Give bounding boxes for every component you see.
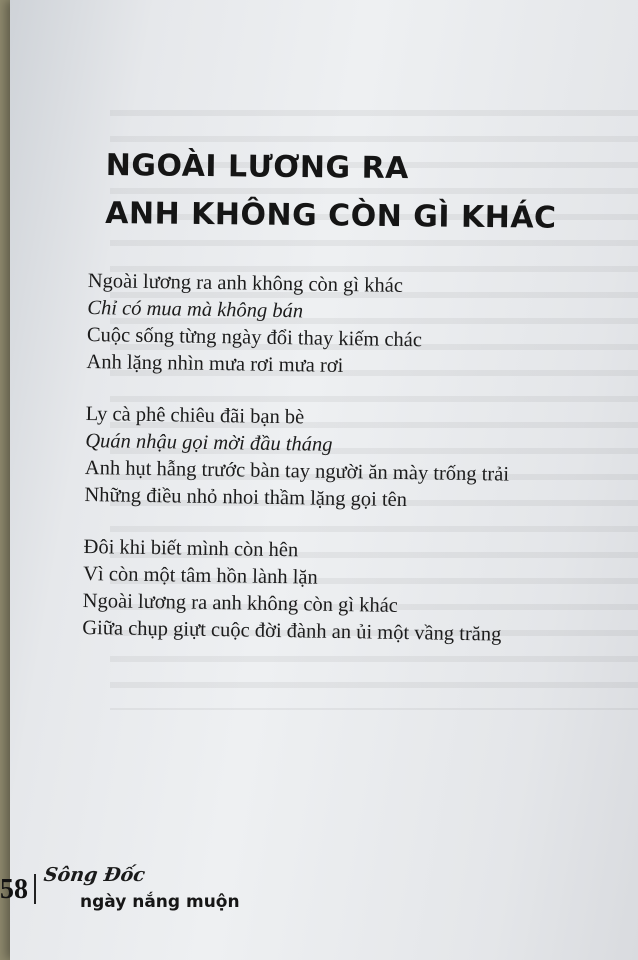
poem-line: Đôi khi biết mình còn hên: [83, 535, 299, 562]
poem-line: Những điều nhỏ nhoi thầm lặng gọi tên: [84, 483, 408, 512]
poem-title-line-2: ANH KHÔNG CÒN GÌ KHÁC: [105, 195, 557, 236]
poem-line: Giữa chụp giựt cuộc đời đành an ủi một vầng trăng: [82, 616, 502, 646]
poem-line: Vì còn một tâm hồn lành lặn: [83, 562, 318, 589]
poem-title-line-1: NGOÀI LƯƠNG RA: [105, 147, 410, 187]
stanza-3: [82, 534, 604, 650]
book-page: [10, 0, 638, 960]
poem-line: Chỉ có mua mà không bán: [87, 296, 304, 323]
poem-line: Ly cà phê chiêu đãi bạn bè: [85, 402, 305, 429]
poem-line: Anh lặng nhìn mưa rơi mưa rơi: [86, 350, 344, 378]
stanza-1: [86, 268, 608, 384]
footer-divider: [34, 874, 36, 904]
book-subtitle: ngày nắng muộn: [80, 892, 240, 912]
page-number: 58: [0, 874, 28, 905]
book-title-script: Sông Đốc: [42, 864, 147, 886]
page-footer: [0, 862, 300, 922]
stanza-2: [84, 401, 606, 517]
poem-line: Ngoài lương ra anh không còn gì khác: [82, 589, 399, 617]
poem-line: Anh hụt hẫng trước bàn tay người ăn mày trống trải: [84, 456, 510, 486]
poem-line: Cuộc sống từng ngày đổi thay kiếm chác: [86, 323, 423, 352]
poem-title: [105, 142, 557, 243]
poem-body: [82, 268, 608, 675]
poem-line: Ngoài lương ra anh không còn gì khác: [87, 269, 404, 297]
poem-line: Quán nhậu gọi mời đầu tháng: [85, 429, 333, 456]
